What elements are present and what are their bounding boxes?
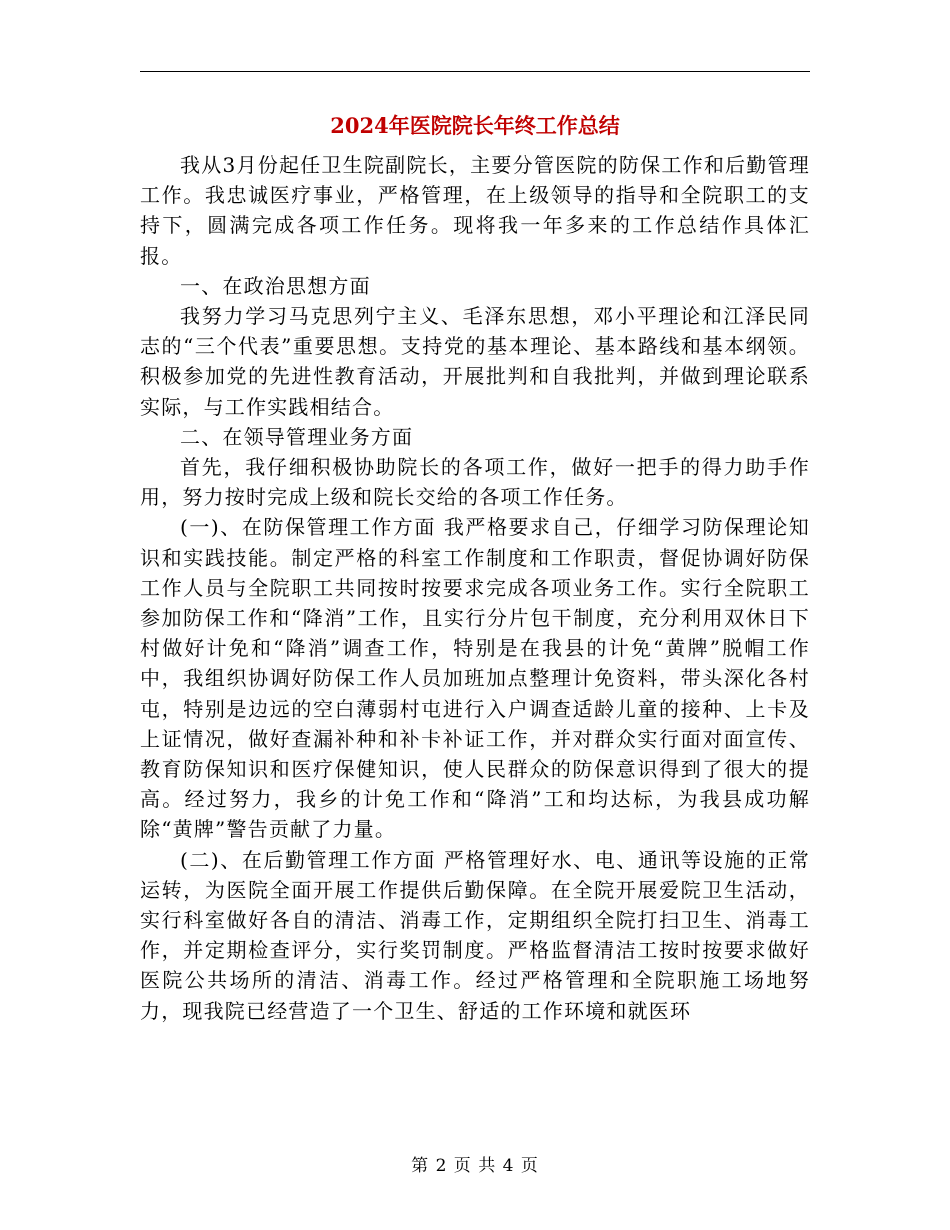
section-heading-politics: 一、在政治思想方面: [180, 273, 371, 298]
document-title: 2024年医院院长年终工作总结: [330, 113, 620, 138]
management-intro-paragraph: 首先，我仔细积极协助院长的各项工作，做好一把手的得力助手作用，努力按时完成上级和院长交给的各项工作任务。: [140, 455, 810, 510]
logistics-paragraph: (二)、在后勤管理工作方面 严格管理好水、电、通讯等设施的正常运转，为医院全面开展工作提供后勤保障。在全院开展爱院卫生活动，实行科室做好各自的清洁、消毒工作，定期组织全院打扫卫生、消毒工作，并定期检查评分，实行奖罚制度。严格监督清洁工按时按要求做好医院公共场所的清洁、消毒工作。经过严格管理和全院职施工场地努力，现我院已经营造了一个卫生、舒适的工作环境和就医环: [140, 847, 810, 1023]
intro-paragraph: 我从3月份起任卫生院副院长，主要分管医院的防保工作和后勤管理工作。我忠诚医疗事业，严格管理，在上级领导的指导和全院职工的支持下，圆满完成各项工作任务。现将我一年多来的工作总结作具体汇报。: [140, 153, 810, 268]
section-heading-management: 二、在领导管理业务方面: [180, 424, 414, 449]
politics-paragraph: 我努力学习马克思列宁主义、毛泽东思想，邓小平理论和江泽民同志的“三个代表”重要思想。支持党的基本理论、基本路线和基本纲领。积极参加党的先进性教育活动，开展批判和自我批判，并做到理论联系实际，与工作实践相结合。: [140, 304, 810, 419]
document-body: [140, 150, 810, 1026]
header-rule: [140, 71, 810, 72]
epidemic-prevention-paragraph: (一)、在防保管理工作方面 我严格要求自己，仔细学习防保理论知识和实践技能。制定严格的科室工作制度和工作职责，督促协调好防保工作人员与全院职工共同按时按要求完成各项业务工作。实行全院职工参加防保工作和“降消”工作，且实行分片包干制度，充分利用双休日下村做好计免和“降消”调查工作，特别是在我县的计免“黄牌”脱帽工作中，我组织协调好防保工作人员加班加点整理计免资料，带头深化各村屯，特别是边远的空白薄弱村屯进行入户调查适龄儿童的接种、上卡及上证情况，做好查漏补种和补卡补证工作，并对群众实行面对面宣传、教育防保知识和医疗保健知识，使人民群众的防保意识得到了很大的提高。经过努力，我乡的计免工作和“降消”工和均达标，为我县成功解除“黄牌”警告贡献了力量。: [140, 515, 810, 842]
page-number-footer: 第 2 页 共 4 页: [411, 1156, 539, 1176]
